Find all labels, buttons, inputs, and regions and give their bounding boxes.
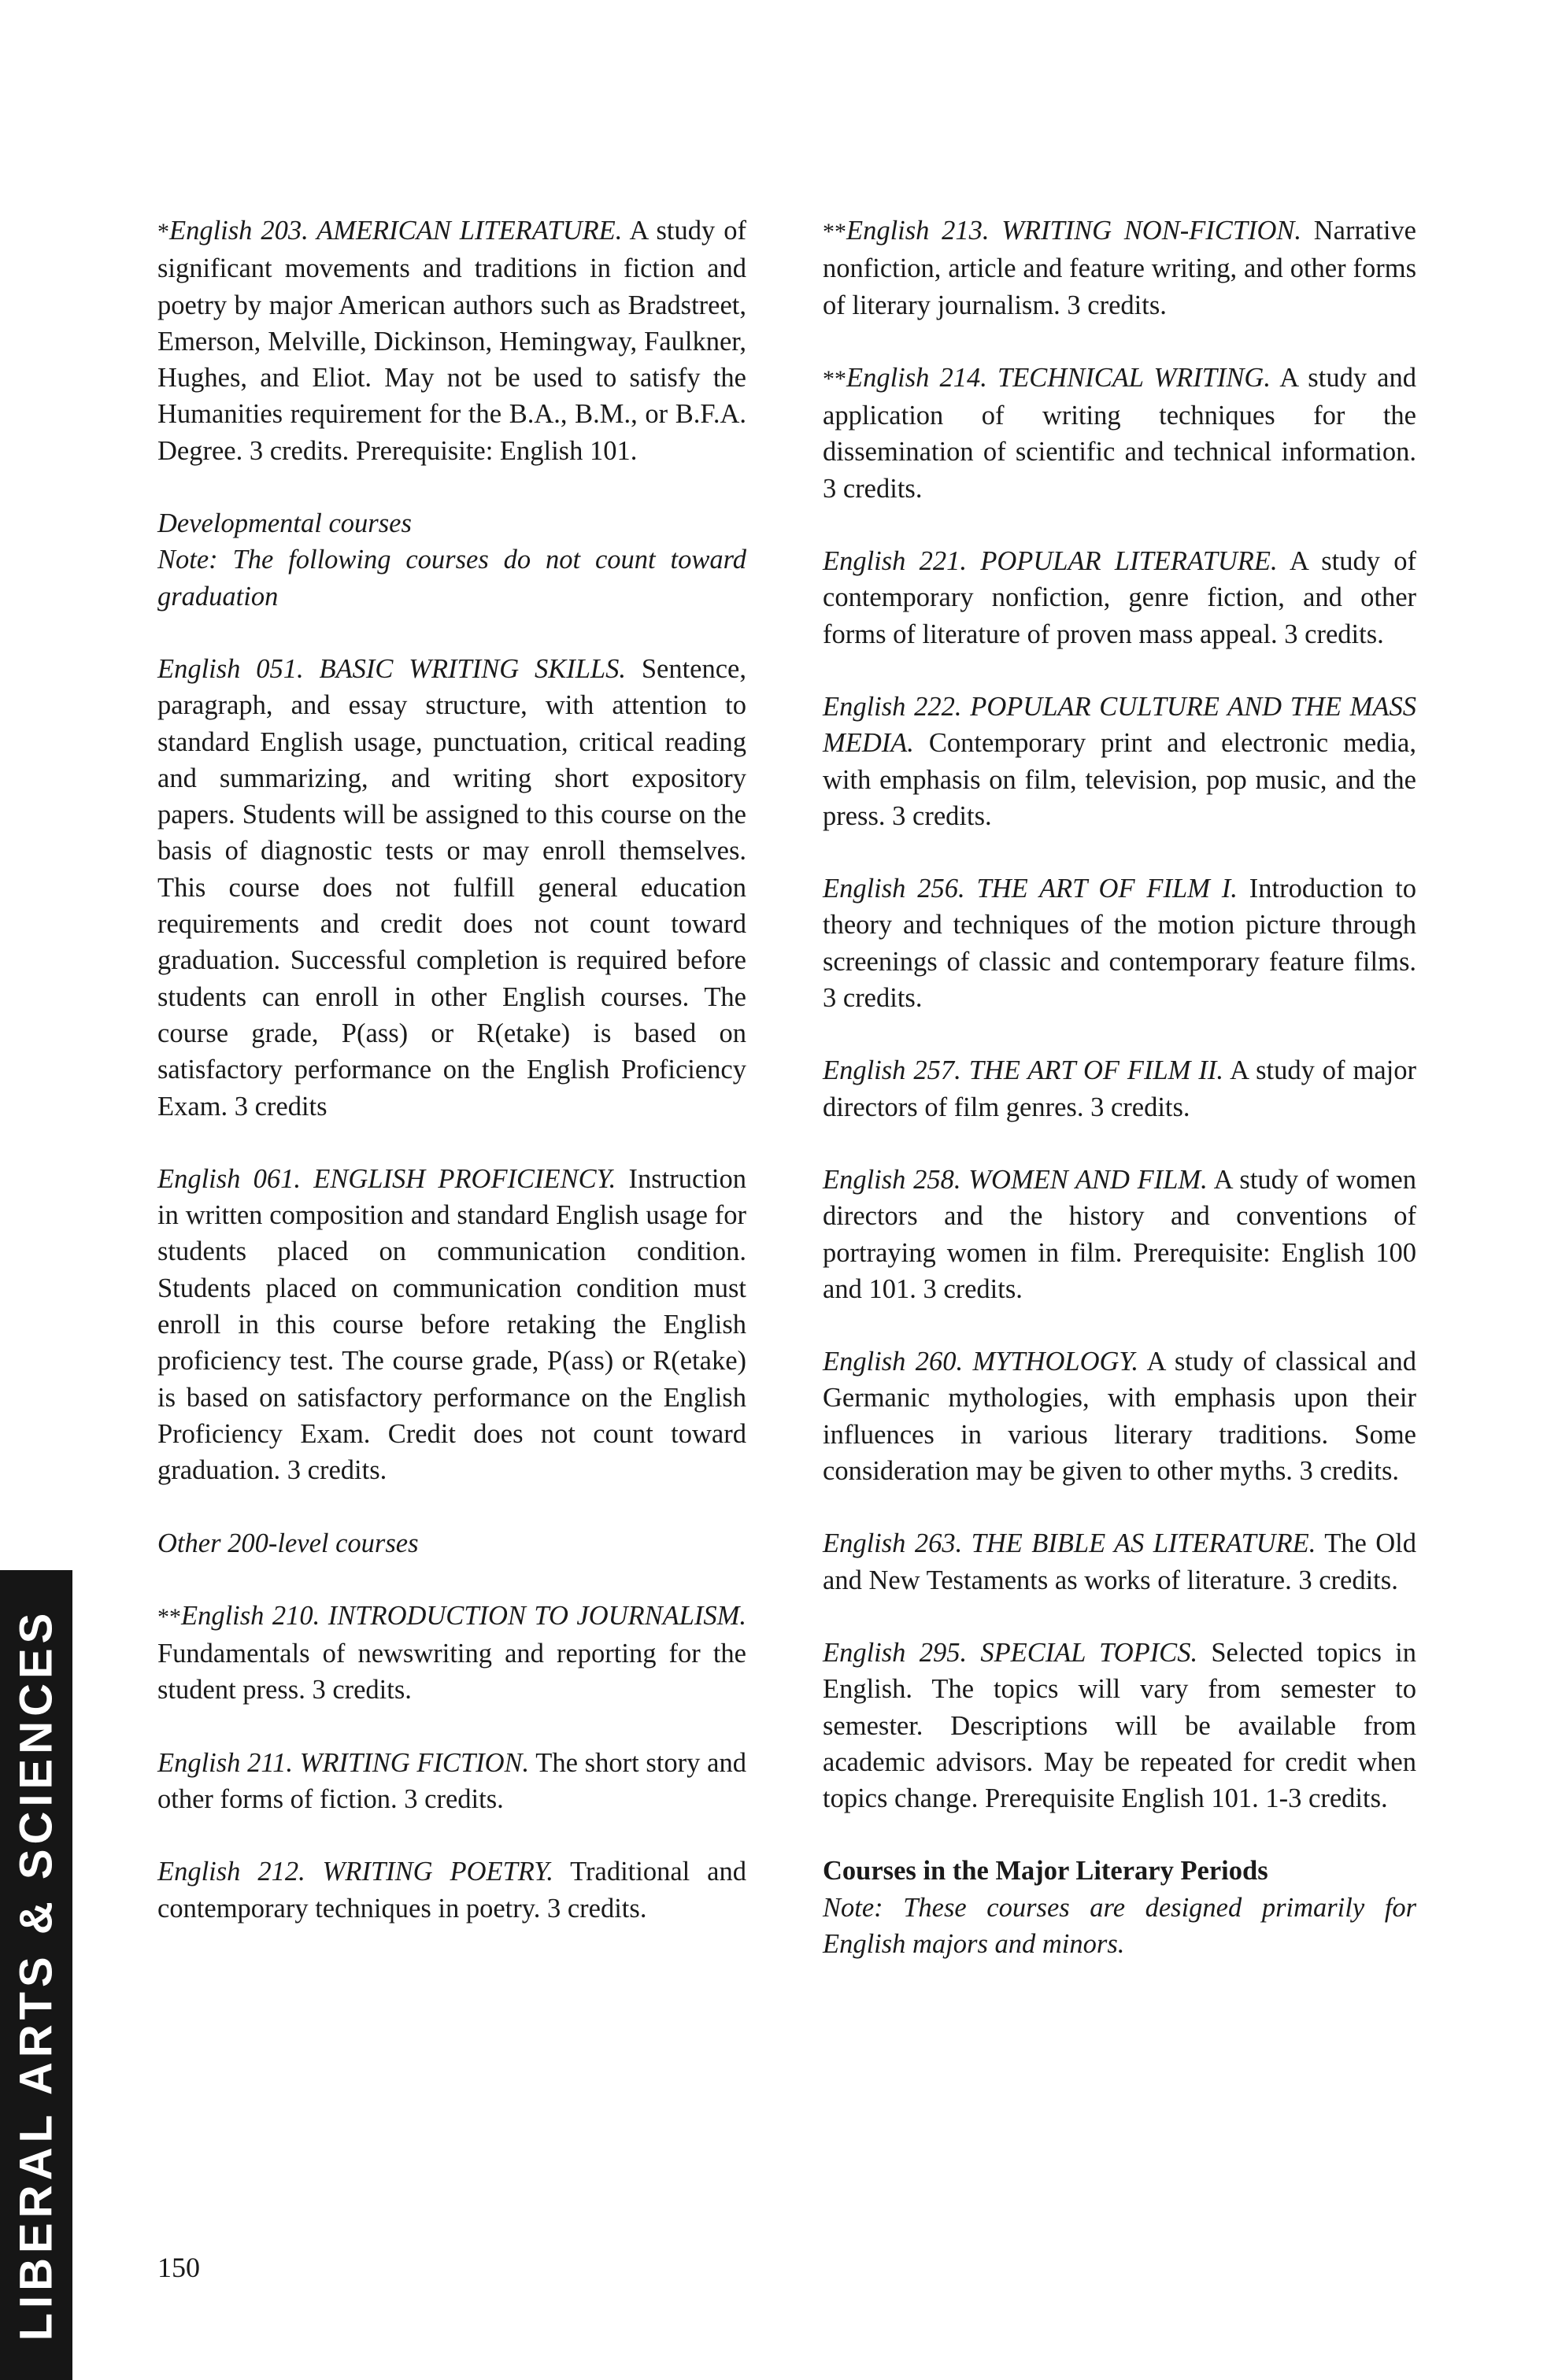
course-title: English 221. POPULAR LITERATURE. — [823, 546, 1278, 577]
course-description: The short story and other forms of fiction. 3 credits. — [157, 1747, 746, 1814]
course-description: Fundamentals of newswriting and reporting for the student press. 3 credits. — [157, 1639, 746, 1706]
course-english-061 — [157, 1161, 746, 1489]
course-description: A study of classical and Germanic mythologies, with emphasis upon their influences in various literary traditions. Some consideration may be given to other myths. 3 credits. — [823, 1347, 1416, 1487]
course-english-212 — [157, 1853, 746, 1927]
course-english-213 — [823, 213, 1416, 323]
course-english-221 — [823, 543, 1416, 652]
course-title: English 263. THE BIBLE AS LITERATURE. — [823, 1528, 1316, 1559]
course-description: Contemporary print and electronic media, with emphasis on film, television, pop music, and the press. 3 credits. — [823, 728, 1416, 831]
section-note-major-periods: Note: These courses are designed primarily for English majors and minors. — [823, 1892, 1416, 1959]
course-english-214 — [823, 360, 1416, 507]
course-description: The Old and New Testaments as works of literature. 3 credits. — [823, 1528, 1416, 1595]
course-marker: ** — [823, 219, 846, 245]
course-marker: * — [157, 219, 169, 245]
section-side-tab — [0, 1570, 72, 2380]
course-title: English 203. AMERICAN LITERATURE. — [169, 216, 623, 246]
course-title: English 260. MYTHOLOGY. — [823, 1347, 1139, 1377]
course-title: English 214. TECHNICAL WRITING. — [846, 362, 1271, 393]
right-column — [823, 213, 1416, 1998]
course-title: English 295. SPECIAL TOPICS. — [823, 1637, 1198, 1668]
course-english-256 — [823, 870, 1416, 1016]
course-title: English 212. WRITING POETRY. — [157, 1857, 553, 1887]
course-description: Sentence, paragraph, and essay structure, with attention to standard English usage, punctuation, critical reading and summarizing, and writing short expository papers. Students will be assigned to this course on the basis of diagnostic tests or may enroll themselves. This course does not fulfill general education requirements and credit does not count toward graduation. Successful completion is required before students can enroll in other English courses. The course grade, P(ass) or R(etake) is based on satisfactory performance on the English Proficiency Exam. 3 credits — [157, 653, 746, 1122]
course-english-211 — [157, 1745, 746, 1818]
section-heading-developmental: Developmental courses — [157, 508, 412, 539]
course-title: English 222. POPULAR CULTURE AND THE MASS MEDIA. — [823, 691, 1416, 759]
course-english-260 — [823, 1343, 1416, 1489]
course-english-257 — [823, 1052, 1416, 1125]
section-note-developmental: Note: The following courses do not count toward graduation — [157, 545, 746, 612]
course-description: Selected topics in English. The topics will vary from semester to semester. Descriptions will be available from academic advisors. May be repeated for credit when topics change. Prerequisite English 101. 1-3 credits. — [823, 1637, 1417, 1814]
page-number: 150 — [157, 2252, 200, 2283]
side-tab-label: LIBERAL ARTS & SCIENCES — [10, 1608, 62, 2341]
course-description: A study and application of writing techniques for the dissemination of scientific and technical information. 3 credits. — [823, 362, 1416, 504]
course-description: Traditional and contemporary techniques in poetry. 3 credits. — [157, 1857, 746, 1924]
course-title: English 061. ENGLISH PROFICIENCY. — [157, 1163, 616, 1194]
section-heading-other-200: Other 200-level courses — [157, 1528, 419, 1558]
course-english-210 — [157, 1598, 746, 1709]
course-title: English 256. THE ART OF FILM I. — [823, 874, 1238, 904]
course-title: English 051. BASIC WRITING SKILLS. — [157, 653, 626, 684]
course-marker: ** — [157, 1603, 181, 1630]
course-english-203 — [157, 213, 746, 469]
section-heading-major-periods: Courses in the Major Literary Periods — [823, 1856, 1268, 1887]
course-description: Narrative nonfiction, article and feature writing, and other forms of literary journalism. 3 credits. — [823, 216, 1416, 320]
course-title: English 258. WOMEN AND FILM. — [823, 1164, 1208, 1195]
course-description: A study of major directors of film genres. 3 credits. — [823, 1055, 1416, 1122]
course-description: Introduction to theory and techniques of the motion picture through screenings of classic and contemporary feature films. 3 credits. — [823, 874, 1417, 1014]
course-description: A study of contemporary nonfiction, genre fiction, and other forms of literature of proven mass appeal. 3 credits. — [823, 546, 1416, 649]
course-title: English 211. WRITING FICTION. — [157, 1747, 530, 1778]
course-english-051 — [157, 651, 746, 1125]
course-english-295 — [823, 1635, 1416, 1816]
course-marker: ** — [823, 365, 846, 392]
course-title: English 213. WRITING NON-FICTION. — [846, 216, 1302, 246]
course-english-263 — [823, 1525, 1416, 1598]
course-english-222 — [823, 689, 1416, 834]
course-title: English 210. INTRODUCTION TO JOURNALISM. — [181, 1600, 746, 1631]
course-description: A study of women directors and the history and conventions of portraying women in film. Prerequisite: English 100 and 101. 3 credits. — [823, 1164, 1416, 1304]
course-title: English 257. THE ART OF FILM II. — [823, 1055, 1223, 1086]
left-column — [157, 213, 746, 1963]
course-english-258 — [823, 1162, 1416, 1307]
course-description: Instruction in written composition and standard English usage for students placed on communication condition. Students placed on communication condition must enroll in this course before retaking the English proficiency test. The course grade, P(ass) or R(etake) is based on satisfactory performance on the English Proficiency Exam. Credit does not count toward graduation. 3 credits. — [157, 1163, 746, 1486]
course-description: A study of significant movements and traditions in fiction and poetry by major American authors such as Bradstreet, Emerson, Melville, Dickinson, Hemingway, Faulkner, Hughes, and Eliot. May not be used to satisfy the Humanities requirement for the B.A., B.M., or B.F.A. Degree. 3 credits. Prerequisite: English 101. — [157, 216, 746, 466]
